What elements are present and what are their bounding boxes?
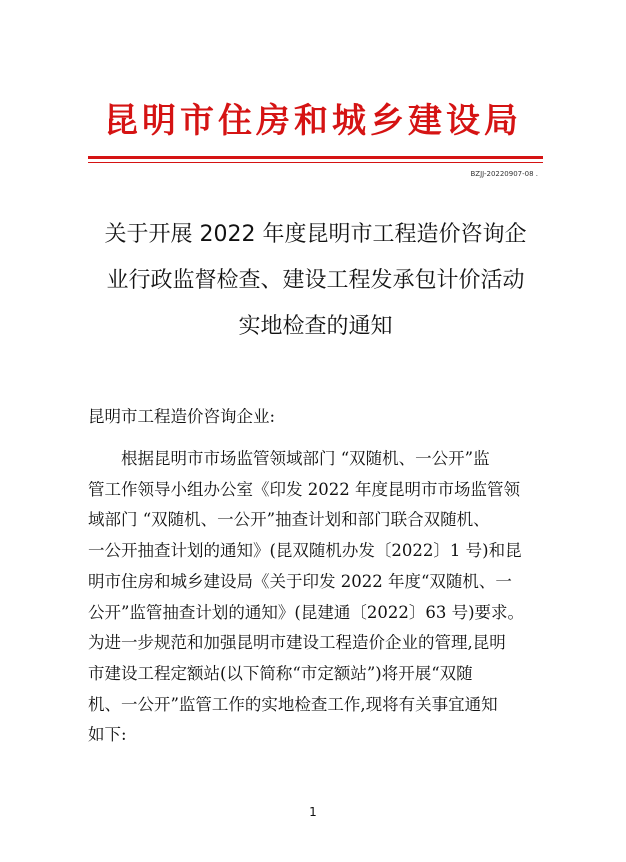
body-line: 管工作领导小组办公室《印发 2022 年度昆明市市场监管领 — [88, 479, 520, 499]
title-line: 业行政监督检查、建设工程发承包计价活动 — [106, 268, 525, 293]
title-line: 实地检查的通知 — [238, 314, 393, 339]
body-paragraph — [88, 444, 544, 751]
body-line: 一公开抽查计划的通知》(昆双随机办发〔2022〕1 号)和昆 — [88, 541, 522, 561]
red-divider-thick — [88, 156, 543, 159]
body-line: 域部门 “双随机、一公开”抽查计划和部门联合双随机、 — [88, 510, 490, 530]
body-line: 公开”监管抽查计划的通知》(昆建通〔2022〕63 号)要求。 — [88, 602, 525, 622]
body-line: 如下: — [88, 725, 127, 745]
red-divider-thin — [88, 162, 543, 163]
page-number: 1 — [309, 805, 317, 819]
document-title — [88, 212, 543, 350]
document-number: BZJJ-20220907-08 . — [470, 170, 538, 178]
body-line: 明市住房和城乡建设局《关于印发 2022 年度“双随机、一 — [88, 571, 512, 591]
title-line: 关于开展 2022 年度昆明市工程造价咨询企 — [104, 222, 527, 247]
body-line: 机、一公开”监管工作的实地检查工作,现将有关事宜通知 — [88, 694, 498, 714]
body-line: 为进一步规范和加强昆明市建设工程造价企业的管理,昆明 — [88, 633, 506, 653]
issuer-header: 昆明市住房和城乡建设局 — [104, 101, 522, 141]
body-line: 市建设工程定额站(以下简称“市定额站”)将开展“双随 — [88, 663, 473, 683]
salutation: 昆明市工程造价咨询企业: — [88, 407, 276, 426]
body-line: 根据昆明市市场监管领域部门 “双随机、一公开”监 — [121, 449, 490, 468]
